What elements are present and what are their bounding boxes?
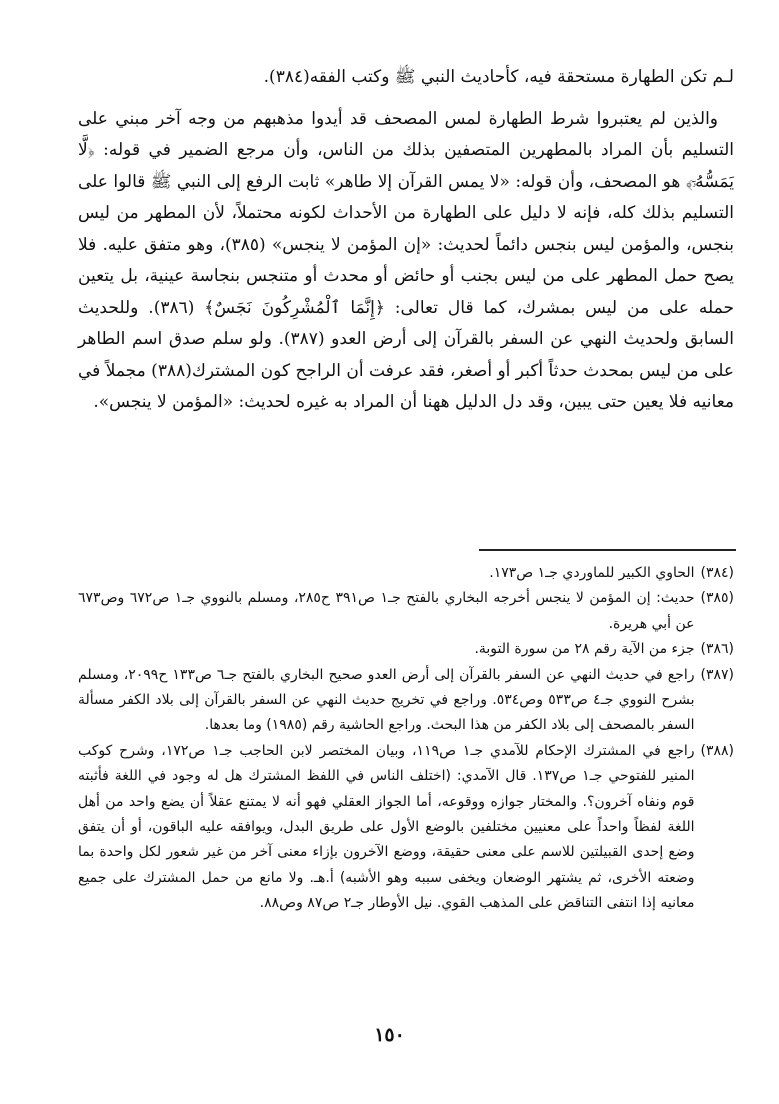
footnote-388: [78, 739, 734, 917]
footnote-number: (٣٨٤): [700, 565, 734, 581]
footnote-number: (٣٨٧): [700, 666, 734, 683]
footnote-text: راجع في حديث النهي عن السفر بالقرآن إلى أرض العدو صحيح البخاري بالفتح جـ٦ ص١٣٣ ح٢٠٩٩، ومسلم بشرح النووي جـ٤ ص٥٣٣ وص٥٣٤. وراجع في تخريج حديث النهي عن السفر بالقرآن إلى بلاد الكفر مسألة السفر بالمصحف إلى بلاد الكفر من هذا البحث. وراجع الحاشية رقم (١٩٨٥) وما بعدها.: [78, 666, 695, 734]
footnotes: [78, 561, 734, 917]
footnote-386: [78, 637, 734, 662]
paragraph-continuation: لـم تكن الطهارة مستحقة فيه، كأحاديث النبي ﷺ وكتب الفقه(٣٨٤).: [263, 67, 734, 87]
footnote-text: حديث: إن المؤمن لا ينجس أخرجه البخاري بالفتح جـ١ ص٣٩١ ح٢٨٥، ومسلم بالنووي جـ١ ص٦٧٢ وص٦٧٣ عن أبي هريرة.: [78, 590, 695, 632]
footnote-number: (٣٨٨): [700, 742, 734, 759]
main-text: [78, 62, 734, 419]
footnote-text: الحاوي الكبير للماوردي جـ١ ص١٧٣.: [489, 565, 695, 581]
footnote-text: جزء من الآية رقم ٢٨ من سورة التوبة.: [474, 641, 695, 658]
footnote-separator: [479, 549, 736, 551]
paragraph-main: والذين لم يعتبروا شرط الطهارة لمس المصحف قد أيدوا مذهبهم من وجه آخر مبني على التسليم بأن المراد بالمطهرين المتصفين بذلك من الناس، وأن مرجع الضمير في قوله: ﴿لَّا يَمَسُّهُۥٓ﴾ هو المصحف، وأن قوله: «لا يمس القرآن إلا طاهر» ثابت الرفع إلى النبي ﷺ قالوا على التسليم بذلك كله، فإنه لا دليل على الطهارة من الأحداث لكونه محتملاً، لأن المطهر من ليس بنجس، والمؤمن ليس بنجس دائماً لحديث: «إن المؤمن لا ينجس» (٣٨٥)، وهو متفق عليه. فلا يصح حمل المطهر على من ليس بجنب أو حائض أو محدث أو متنجس بنجاسة عينية، بل يتعين حمله على من ليس بمشرك، كما قال تعالى: ﴿إِنَّمَا ٱلْمُشْرِكُونَ نَجَسٌ﴾ (٣٨٦). وللحديث السابق ولحديث النهي عن السفر بالقرآن إلى أرض العدو (٣٨٧). ولو سلم صدق اسم الطاهر على من ليس بمحدث حدثاً أكبر أو أصغر، فقد عرفت أن الراجح كون المشترك(٣٨٨) مجملاً في معانيه فلا يعين حتى يبين، وقد دل الدليل ههنا أن المراد به غيره لحديث: «المؤمن لا ينجس».: [78, 108, 735, 412]
page-number: ١٥٠: [374, 1024, 405, 1046]
footnote-384: [78, 561, 734, 586]
footnote-text: راجع في المشترك الإحكام للآمدي جـ١ ص١١٩، وبيان المختصر لابن الحاجب جـ١ ص١٧٢، وشرح كوكب المنير للفتوحي جـ١ ص١٣٧. قال الآمدي: (اختلف الناس في اللفظ المشترك هل له وجود في اللغة فأثبته قوم ونفاه آخرون؟. والمختار جوازه ووقوعه، أما الجواز العقلي فهو أنه لا يمتنع عقلاً أن يضع واحد من أهل اللغة لفظاً واحداً على معنيين مختلفين بالوضع الأول على طريق البدل، ويوافقه عليه الباقون، أو أن يتفق وضع إحدى القبيلتين للاسم على معنى حقيقة، ووضع الآخرون بإزاء معنى آخر من غير شعور لكل واحدة بما وضعته الأخرى، ثم يشتهر الوضعان ويخفى سببه وهو الأشبه) أ.هـ. ولا مانع من حمل المشترك على جميع معانيه إذا انتفى التناقض على المذهب القوي. نيل الأوطار جـ٢ ص٨٧ وص٨٨.: [78, 742, 695, 912]
footnote-385: [78, 586, 734, 637]
footnote-number: (٣٨٥): [700, 590, 734, 607]
footnote-number: (٣٨٦): [700, 641, 734, 658]
footnote-387: [78, 663, 734, 739]
